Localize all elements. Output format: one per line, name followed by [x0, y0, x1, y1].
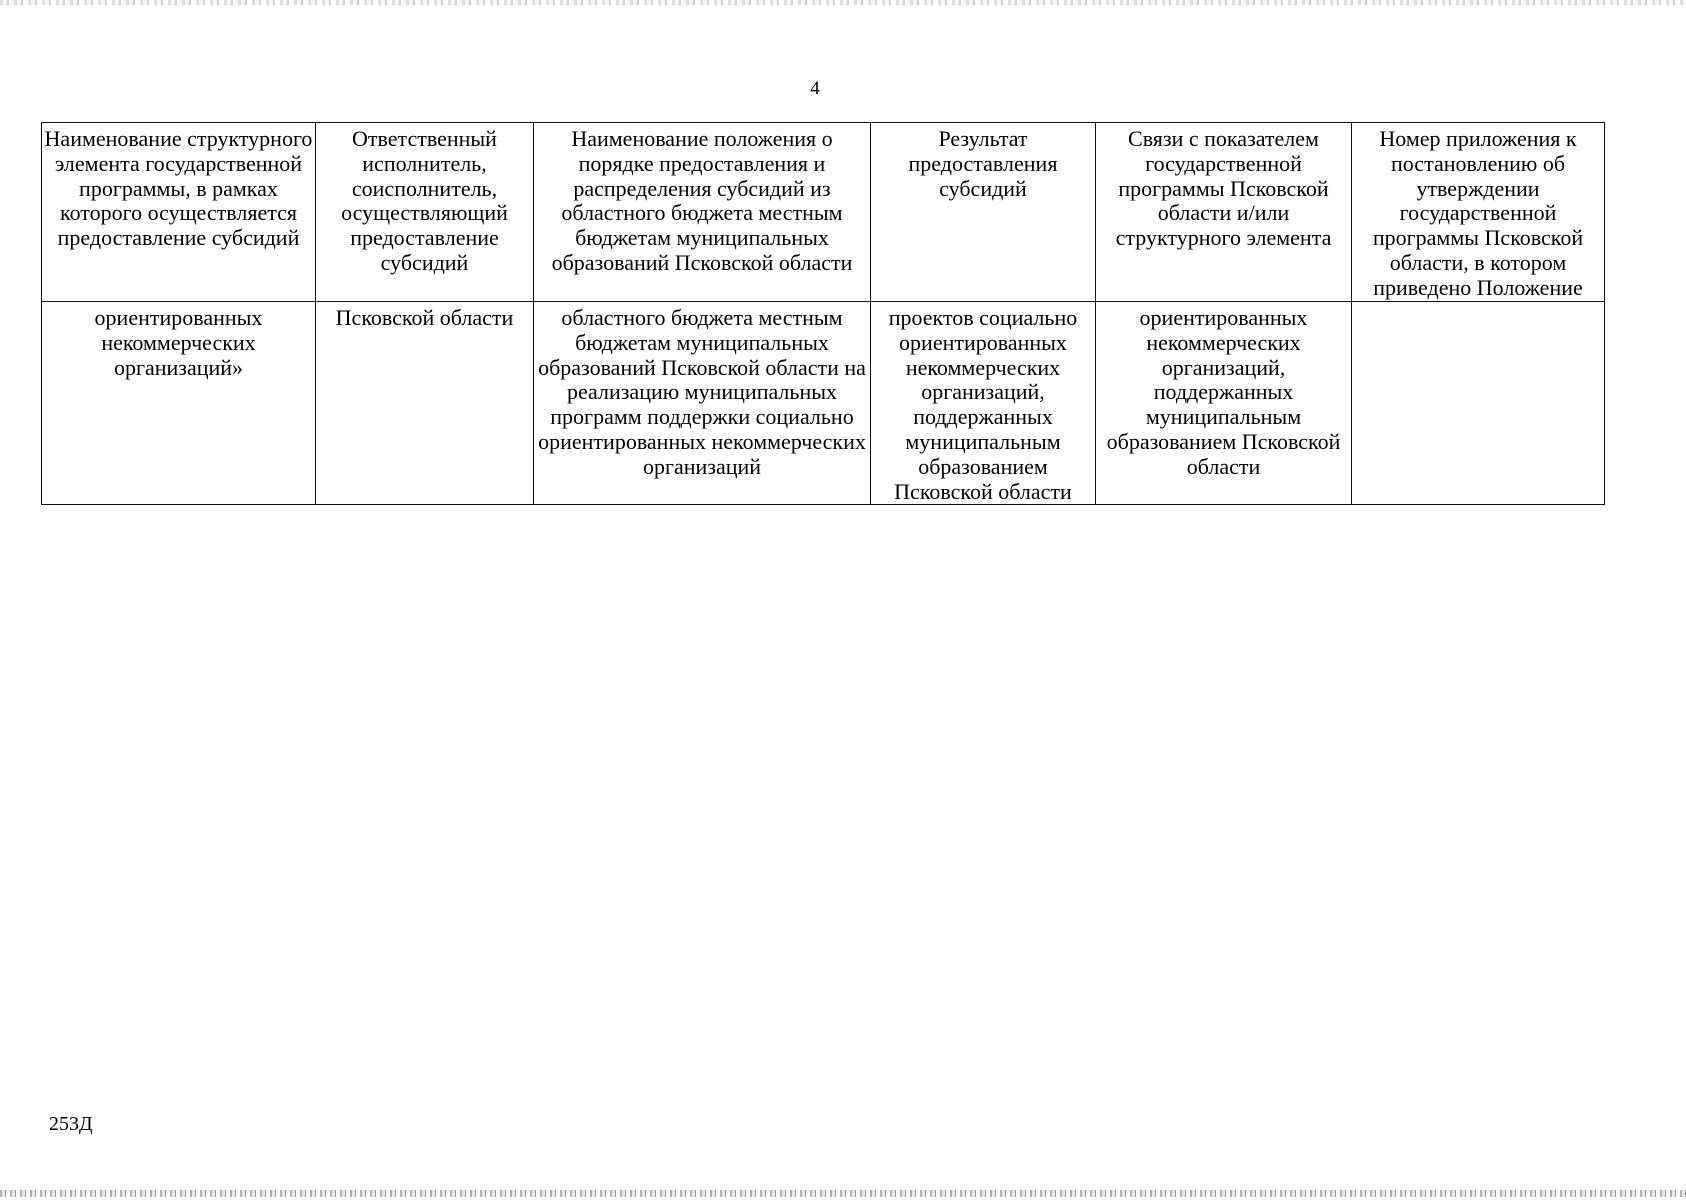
scan-edge-bottom [0, 1190, 1686, 1197]
scan-edge-top [0, 0, 1686, 5]
header-cell-indicator-links: Связи с показателем государственной программы Псковской области и/или структурного элемента [1096, 123, 1352, 302]
table-cell: областного бюджета местным бюджетам муниципальных образований Псковской области на реализацию муниципальных программ поддержки социально ориентированных некоммерческих организаций [534, 302, 871, 505]
table-cell [1352, 302, 1605, 505]
page-number: 4 [810, 78, 820, 99]
header-cell-executor: Ответственный исполнитель, соисполнитель, осуществляющий предоставление субсидий [316, 123, 534, 302]
header-cell-regulation-name: Наименование положения о порядке предоставления и распределения субсидий из областного бюджета местным бюджетам муниципальных образований Псковской области [534, 123, 871, 302]
header-cell-result: Результат предоставления субсидий [871, 123, 1096, 302]
header-cell-appendix-number: Номер приложения к постановлению об утверждении государственной программы Псковской области, в котором приведено Положение [1352, 123, 1605, 302]
document-code: 253Д [49, 1113, 93, 1135]
table-cell: ориентированных некоммерческих организаций» [42, 302, 316, 505]
table-cell: ориентированных некоммерческих организаций, поддержанных муниципальным образованием Псковской области [1096, 302, 1352, 505]
table-cell: Псковской области [316, 302, 534, 505]
table-header-row [42, 123, 1605, 302]
subsidy-table [41, 122, 1605, 505]
header-cell-structural-element: Наименование структурного элемента государственной программы, в рамках которого осуществляется предоставление субсидий [42, 123, 316, 302]
table-row [42, 302, 1605, 505]
table-cell: проектов социально ориентированных некоммерческих организаций, поддержанных муниципальным образованием Псковской области [871, 302, 1096, 505]
